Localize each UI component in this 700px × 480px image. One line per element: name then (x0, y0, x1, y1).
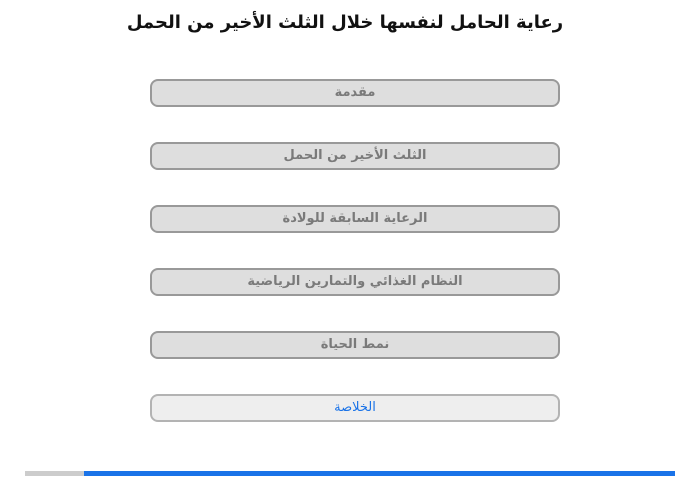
menu-button-summary[interactable]: الخلاصة (150, 394, 560, 422)
menu-button-prenatal-care[interactable]: الرعاية السابقة للولادة (150, 205, 560, 233)
menu-button-introduction[interactable]: مقدمة (150, 79, 560, 107)
lesson-menu (150, 79, 560, 457)
progress-bar-fill (84, 471, 676, 476)
progress-bar (25, 471, 675, 476)
page-title: رعاية الحامل لنفسها خلال الثلث الأخير من الحمل (126, 12, 564, 33)
menu-button-lifestyle[interactable]: نمط الحياة (150, 331, 560, 359)
menu-button-diet-exercise[interactable]: النظام الغذائي والتمارين الرياضية (150, 268, 560, 296)
menu-button-third-trimester[interactable]: الثلث الأخير من الحمل (150, 142, 560, 170)
